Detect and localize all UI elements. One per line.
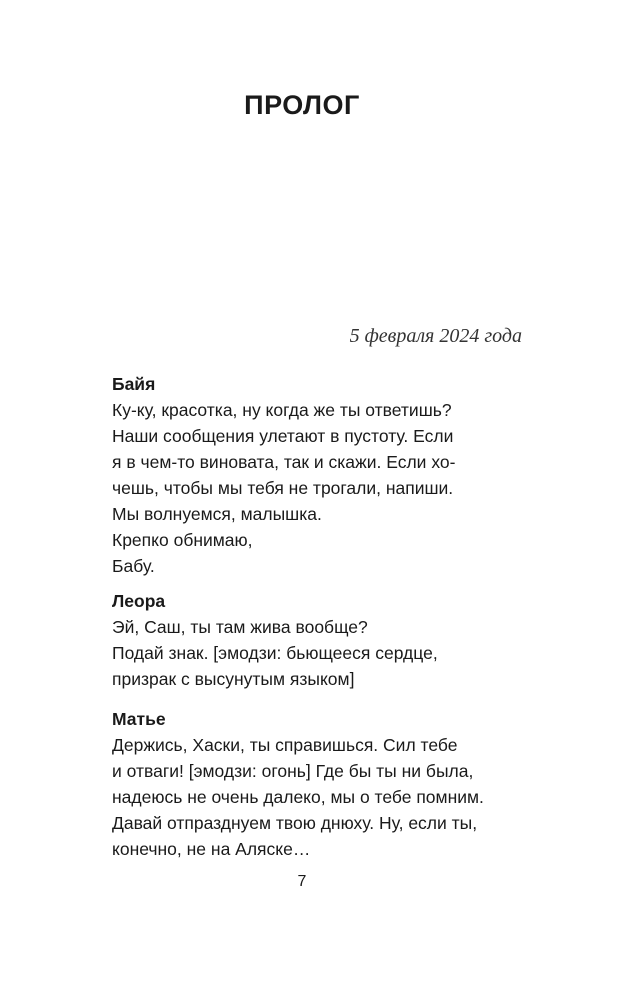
message-block — [112, 588, 532, 692]
date-line: 5 февраля 2024 года — [349, 325, 522, 347]
message-sender: Леора — [112, 591, 166, 611]
message-line: Эй, Саш, ты там жива вообще? — [112, 617, 368, 637]
message-line: Давай отпразднуем твою днюху. Ну, если ты, — [112, 813, 478, 833]
message-sender: Байя — [112, 374, 156, 394]
message-sender: Матье — [112, 709, 166, 729]
message-line: конечно, не на Аляске… — [112, 839, 311, 859]
message-line: Подай знак. [эмодзи: бьющееся сердце, — [112, 643, 438, 663]
chapter-title: ПРОЛОГ — [244, 90, 360, 120]
message-line: призрак с высунутым языком] — [112, 669, 355, 689]
message-line: и отваги! [эмодзи: огонь] Где бы ты ни была, — [112, 761, 474, 781]
message-line: Бабу. — [112, 556, 155, 576]
page-number: 7 — [297, 873, 307, 890]
message-line: Ку-ку, красотка, ну когда же ты ответишь? — [112, 400, 452, 420]
message-line: надеюсь не очень далеко, мы о тебе помним. — [112, 787, 484, 807]
message-line: Мы волнуемся, малышка. — [112, 504, 322, 524]
message-line: Держись, Хаски, ты справишься. Сил тебе — [112, 735, 458, 755]
message-line: Крепко обнимаю, — [112, 530, 253, 550]
message-block — [112, 706, 532, 862]
message-line: чешь, чтобы мы тебя не трогали, напиши. — [112, 478, 454, 498]
message-line: Наши сообщения улетают в пустоту. Если — [112, 426, 454, 446]
message-line: я в чем-то виновата, так и скажи. Если хо- — [112, 452, 456, 472]
message-block — [112, 371, 532, 579]
